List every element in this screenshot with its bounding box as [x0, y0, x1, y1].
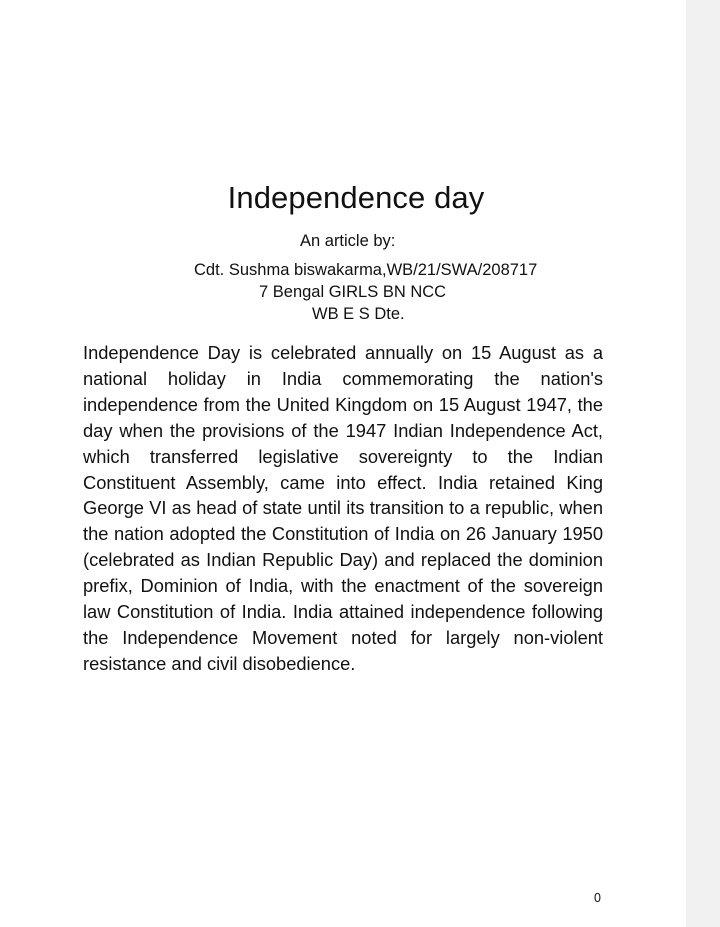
directorate-line: WB E S Dte. — [312, 305, 405, 323]
viewer-gutter — [686, 0, 720, 927]
byline: An article by: — [300, 232, 396, 250]
article-body: Independence Day is celebrated annually on 15 August as a national holiday in India commemorating the nation's independence from the United Kingdom on 15 August 1947, the day when the provisions of the 1947 Indian Independence Act, which transferred legislative sovereignty to the Indian Constituent Assembly, came into effect. India retained King George VI as head of state until its transition to a republic, when the nation adopted the Constitution of India on 26 January 1950 (celebrated as Indian Republic Day) and replaced the dominion prefix, Dominion of India, with the enactment of the sovereign law Constitution of India. India attained independence following the Independence Movement noted for largely non-violent resistance and civil disobedience. — [83, 342, 603, 674]
page-number: 0 — [594, 891, 601, 905]
document-title: Independence day — [227, 180, 485, 215]
unit-line: 7 Bengal GIRLS BN NCC — [259, 283, 447, 301]
author-line: Cdt. Sushma biswakarma,WB/21/SWA/208717 — [194, 261, 538, 279]
